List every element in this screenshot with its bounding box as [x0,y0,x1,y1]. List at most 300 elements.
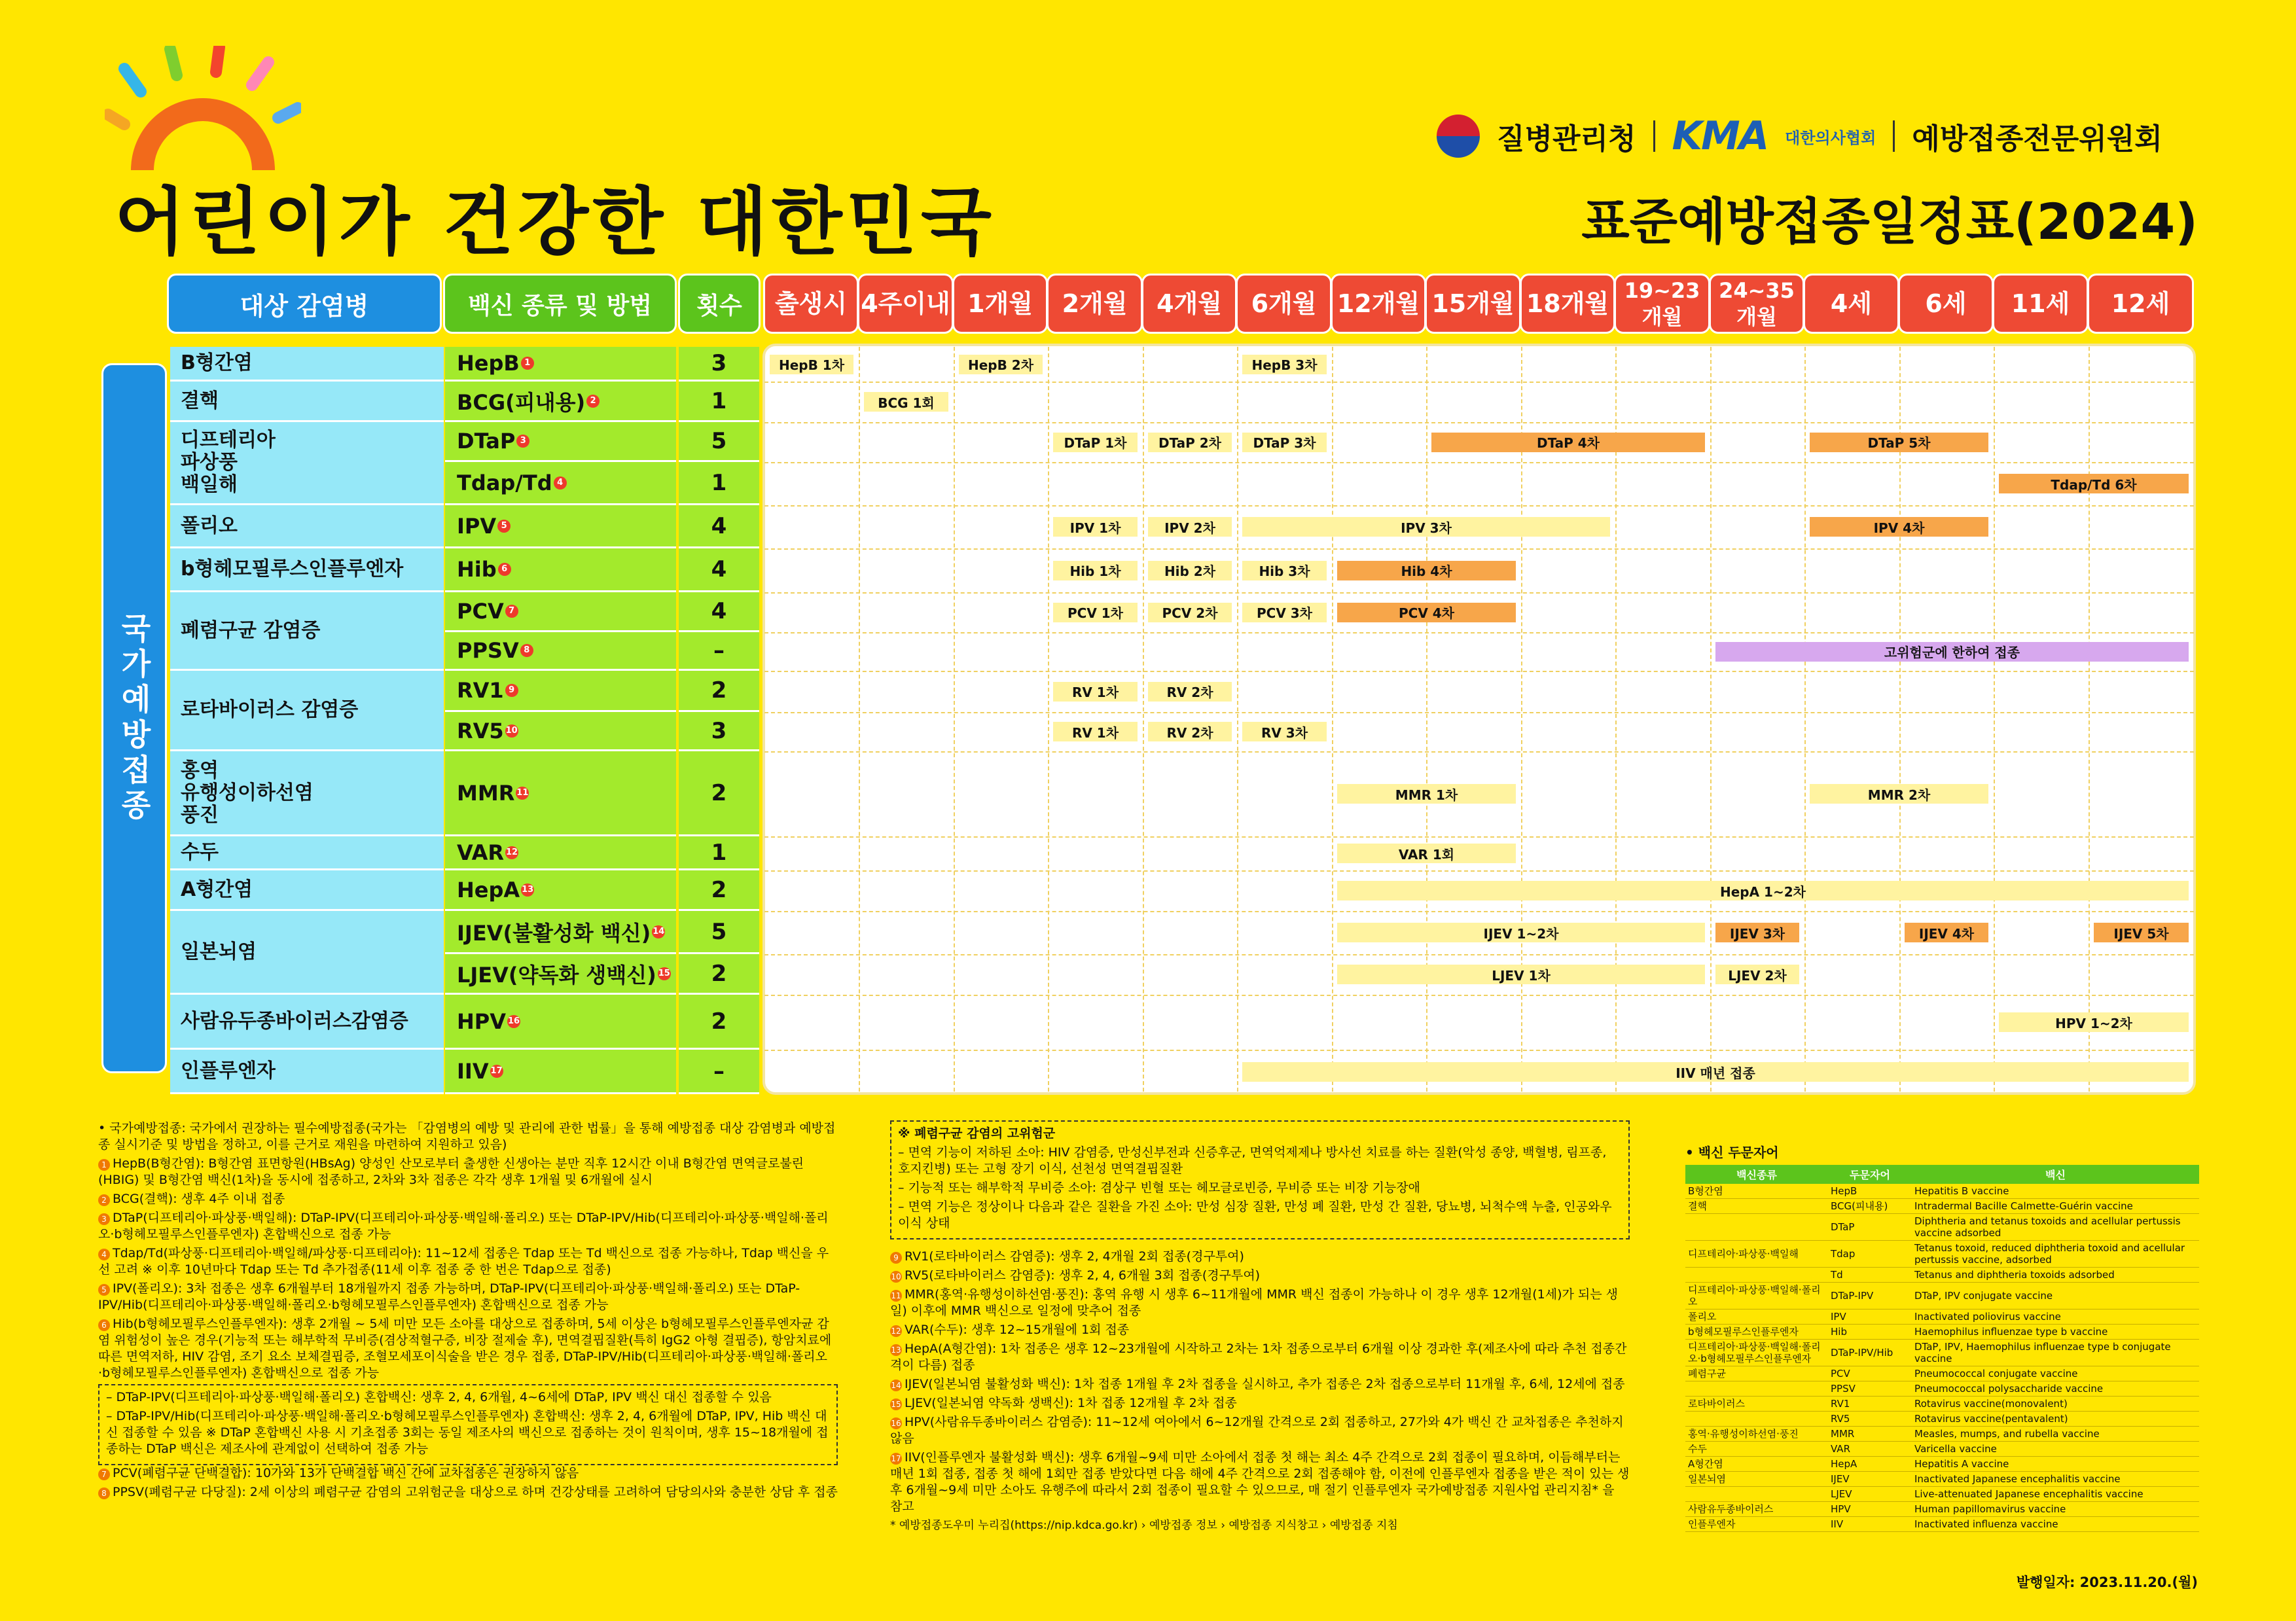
dose-count: 2 [679,751,759,836]
header-age: 12세 [2087,274,2194,334]
footnote-text: IJEV(일본뇌염 불활성화 백신): 1차 접종 1개월 후 2차 접종을 실시하고, 추가 접종은 2차 접종으로부터 11개월 후, 6세, 12세에 접종 [905,1377,1625,1391]
schedule-bar: RV 1차 [1053,722,1138,741]
header-age: 4개월 [1141,274,1237,334]
abbr-cell: Varicella vaccine [1912,1442,2199,1457]
footnote-ref-icon: 6 [498,563,511,576]
abbr-row [1685,1283,2199,1309]
schedule-bar: PCV 1차 [1053,603,1138,622]
vaccine-name: IJEV(불활성화 백신) [457,920,651,946]
abbr-cell: A형간염 [1685,1457,1828,1472]
abbr-row [1685,1442,2199,1457]
schedule-bar: HepB 1차 [770,355,853,374]
abbr-cell: LJEV [1828,1487,1912,1502]
footnote [890,1287,1630,1319]
vaccine-name: Tdap/Td [457,470,552,495]
header-age: 12개월 [1331,274,1426,334]
footnote-ref-icon: 3 [516,435,529,448]
vaccine-name: IIV [457,1058,489,1084]
dose-count: 1 [679,836,759,870]
footnote [98,1281,838,1313]
footnote-ref-icon: 12 [505,846,518,859]
side-label: 국가예방접종 [117,612,152,825]
abbr-cell: Pneumococcal conjugate vaccine [1912,1366,2199,1381]
pneumococcal-risk-box [890,1120,1630,1239]
footnote-ref-icon: 17 [490,1065,503,1078]
logo-bar [1437,110,2162,162]
footnote-text: BCG(결핵): 생후 4주 이내 접종 [113,1192,285,1206]
abbr-cell: Hepatitis B vaccine [1912,1184,2199,1199]
abbr-cell: 디프테리아·파상풍·백일해·폴리오 [1685,1283,1828,1309]
footnote: – 면역 기능이 저하된 소아: HIV 감염증, 만성신부전과 신증후군, 면역억제제나 방사선 치료를 하는 질환(악성 종양, 백혈병, 림프종, 호지킨병) 또는 고형 장기 이식, 선천성 면역결핍질환 [898,1145,1607,1176]
footnote-text: MMR(홍역·유행성이하선염·풍진): 홍역 유행 시 생후 6~11개월에 MMR 백신 접종이 가능하나 이 경우 생후 12개월(1세)가 되는 생일) 이후에 MMR 백신으로 일정에 맞추어 접종 [890,1287,1619,1318]
abbr-row [1685,1366,2199,1381]
abbr-cell [1685,1487,1828,1502]
kdca-logo-text: 질병관리청 [1497,122,1636,156]
grid-row-line [764,671,2194,672]
footnote-ref-icon: 9 [505,684,518,697]
vaccine-cell [445,954,676,995]
header-age: 출생시 [763,274,859,334]
schedule-bar: HepA 1~2차 [1337,881,2189,900]
abbr-cell: HepB [1828,1184,1912,1199]
footnote-text: VAR(수두): 생후 12~15개월에 1회 접종 [905,1323,1130,1337]
footnote-ref-icon: 14 [652,925,665,938]
abbr-cell: DTaP-IPV [1828,1283,1912,1309]
footnote-number-icon: 14 [891,1381,901,1390]
header-age: 2개월 [1047,274,1143,334]
abbr-row [1685,1412,2199,1427]
abbr-cell: Haemophilus influenzae type b vaccine [1912,1325,2199,1340]
vaccine-name: RV5 [457,718,504,743]
disease-cell: 사람유두종바이러스감염증 [170,995,444,1050]
abbr-cell: 일본뇌염 [1685,1472,1828,1487]
disease-cell: b형헤모필루스인플루엔자 [170,548,444,592]
abbr-row [1685,1427,2199,1442]
abbr-cell: Pneumococcal polysaccharide vaccine [1912,1381,2199,1397]
disease-cell: 폐렴구균 감염증 [170,592,444,671]
grid-row-line [764,382,2194,383]
dose-count: 4 [679,505,759,548]
schedule-bar: PCV 4차 [1337,603,1516,622]
footnote-text: DTaP(디프테리아·파상풍·백일해): DTaP-IPV(디프테리아·파상풍·백일해·폴리오) 또는 DTaP-IPV/Hib(디프테리아·파상풍·백일해·폴리오·b형헤모필루스인플루엔자) 혼합백신으로 접종 가능 [98,1211,829,1241]
dose-count: 3 [679,712,759,751]
schedule-bar: RV 3차 [1242,722,1327,741]
footnote-number-icon: 2 [98,1194,110,1206]
footnote-ref-icon: 8 [520,644,533,657]
abbr-cell: Tetanus and diphtheria toxoids adsorbed [1912,1268,2199,1283]
abbr-cell: RV5 [1828,1412,1912,1427]
header-age: 24~35 개월 [1709,274,1804,334]
abbr-cell: 디프테리아·파상풍·백일해·폴리오·b형헤모필루스인플루엔자 [1685,1340,1828,1366]
footnote [890,1414,1630,1447]
grid-row-line [764,632,2194,633]
disease-cell: 수두 [170,836,444,870]
grid-column-line [1804,347,1806,1092]
dose-count: 4 [679,548,759,592]
header-disease: 대상 감염병 [167,274,442,334]
schedule-bar: VAR 1회 [1337,844,1516,863]
abbr-cell [1685,1381,1828,1397]
vaccine-name: HPV [457,1008,506,1034]
schedule-bar: Hib 4차 [1337,561,1516,580]
footnote [98,1210,838,1243]
footnote-number-icon: 10 [891,1272,901,1281]
vaccine-name: BCG(피내용) [457,389,586,415]
schedule-bar: MMR 2차 [1810,784,1988,804]
schedule-bar: DTaP 1차 [1053,433,1138,452]
sun-logo-icon [105,46,301,170]
disease-cell: 홍역 유행성이하선염 풍진 [170,751,444,836]
footnote-text: PPSV(폐렴구균 다당질): 2세 이상의 폐렴구균 감염의 고위험군을 대상으로 하며 건강상태를 고려하여 담당의사와 충분한 상담 후 접종 [113,1485,838,1499]
abbr-cell: PCV [1828,1366,1912,1381]
abbr-cell: Tetanus toxoid, reduced diphtheria toxoid and acellular pertussis vaccine, adsorbed [1912,1241,2199,1268]
abbr-row [1685,1241,2199,1268]
abbr-cell [1685,1268,1828,1283]
abbr-col-header: 두문자어 [1828,1165,1912,1184]
abbr-cell: DTaP, IPV, Haemophilus influenzae type b conjugate vaccine [1912,1340,2199,1366]
footnote-number-icon: 4 [98,1249,110,1260]
dose-count: 2 [679,954,759,995]
footnote-ref-icon: 13 [521,883,534,897]
abbr-row [1685,1457,2199,1472]
schedule-bar: IPV 2차 [1148,517,1232,537]
abbr-cell: Inactivated poliovirus vaccine [1912,1309,2199,1325]
main-title: 어린이가 건강한 대한민국 [115,180,996,265]
schedule-bar: RV 2차 [1148,682,1232,702]
abbr-cell: 인플루엔자 [1685,1517,1828,1532]
disease-cell: 인플루엔자 [170,1050,444,1094]
abbr-cell: BCG(피내용) [1828,1199,1912,1214]
schedule-bar: DTaP 5차 [1810,433,1988,452]
vaccine-name: HepA [457,877,520,902]
abbr-cell: Rotavirus vaccine(monovalent) [1912,1397,2199,1412]
grid-row-line [764,592,2194,594]
abbr-row [1685,1487,2199,1502]
schedule-bar: HPV 1~2차 [1999,1012,2189,1032]
schedule-bar: Tdap/Td 6차 [1999,474,2189,493]
schedule-bar: MMR 1차 [1337,784,1516,804]
committee-logo-text: 예방접종전문위원회 [1912,122,2162,156]
abbr-row [1685,1502,2199,1517]
dose-count: – [679,1050,759,1094]
grid-row-line [764,870,2194,872]
footnote [890,1268,1630,1284]
kdca-emblem-icon [1437,115,1480,158]
footnote: – DTaP-IPV(디프테리아·파상풍·백일해·폴리오) 혼합백신: 생후 2, 4, 6개월, 4~6세에 DTaP, IPV 백신 대신 접종할 수 있음 [106,1390,772,1404]
vaccine-name: PPSV [457,638,519,663]
abbr-row [1685,1397,2199,1412]
grid-row-line [764,836,2194,838]
footnote [890,1376,1630,1393]
dose-count: 2 [679,870,759,911]
footnote: • 국가예방접종: 국가에서 권장하는 필수예방접종(국가는 「감염병의 예방 및 관리에 관한 법률」을 통해 예방접종 대상 감염병과 예방접종 실시기준 및 방법을 정하고, 이를 근거로 재원을 마련하여 지원하고 있음) [98,1121,836,1152]
footnote: ※ 폐렴구균 감염의 고위험군 [898,1126,1056,1141]
disease-cell: 결핵 [170,382,444,422]
schedule-bar: IJEV 1~2차 [1337,923,1705,942]
schedule-bar: Hib 3차 [1242,561,1327,580]
schedule-bar: IPV 3차 [1242,517,1610,537]
abbr-cell: RV1 [1828,1397,1912,1412]
abbr-col-header: 백신 [1912,1165,2199,1184]
grid-row-line [764,462,2194,463]
vaccine-cell [445,870,676,911]
schedule-bar: Hib 1차 [1053,561,1138,580]
footnote-text: Hib(b형헤모필루스인플루엔자): 생후 2개월 ~ 5세 미만 모든 소아를 대상으로 접종하며, 5세 이상은 b형헤모필루스인플루엔자균 감염 위험성이 높은 경우(기능적 또는 해부학적 무비증(겸상적혈구증, 비장 절제술 후), 면역결핍질환(특히 IgG2 아형 결핍증), 항암치료에 따른 면역저하, HIV 감염, 조기 요소 보체결핍증, 조혈모세포이식술을 받은 경우 접종, DTaP-IPV/Hib(디프테리아·파상풍·백일해·폴리오·b형헤모필루스인플루엔자) 혼합백신으로 접종 가능 [98,1317,832,1380]
footnote: * 예방접종도우미 누리집(https://nip.kdca.go.kr) › 예방접종 정보 › 예방접종 지식창고 › 예방접종 지침 [890,1519,1398,1532]
footnotes-left [98,1120,838,1503]
footnote-text: LJEV(일본뇌염 약독화 생백신): 1차 접종 12개월 후 2차 접종 [905,1396,1237,1410]
footnote-ref-icon: 10 [505,724,518,738]
footnote-number-icon: 11 [891,1291,901,1300]
abbr-cell: Tdap [1828,1241,1912,1268]
abbr-row [1685,1199,2199,1214]
footnote: – DTaP-IPV/Hib(디프테리아·파상풍·백일해·폴리오·b형헤모필루스인플루엔자) 혼합백신: 생후 2, 4, 6개월에 DTaP, IPV, Hib 백신 대신 접종할 수 있음 ※ DTaP 혼합백신 사용 시 기초접종 3회는 동일 제조사의 백신으로 접종하는 것이 원칙이며, 생후 15~18개월에 접종하는 DTaP 백신은 제조사에 관계없이 선택하여 접종 가능 [106,1409,829,1456]
footnote-number-icon: 9 [890,1252,902,1264]
issue-date: 발행일자: 2023.11.20.(월) [2016,1575,2198,1590]
footnote-text: RV1(로타바이러스 감염증): 생후 2, 4개월 2회 접종(경구투여) [905,1249,1244,1264]
footnote-ref-icon: 5 [497,520,511,533]
footnote-number-icon: 12 [891,1327,901,1336]
header-age: 11세 [1992,274,2089,334]
grid-row-line [764,548,2194,550]
abbr-title: • 백신 두문자어 [1685,1145,1779,1160]
grid-row-line [764,712,2194,713]
vaccine-cell [445,911,676,954]
logo-divider [1893,120,1895,152]
abbr-row [1685,1517,2199,1532]
vaccine-cell [445,548,676,592]
header-age: 4주이내 [857,274,954,334]
footnote-text: PCV(폐렴구균 단백결합): 10가와 13가 단백결합 백신 간에 교차접종은 권장하지 않음 [113,1466,579,1480]
logo-divider [1653,120,1655,152]
disease-cell: B형간염 [170,347,444,382]
vaccine-name: VAR [457,840,504,865]
abbr-cell [1685,1412,1828,1427]
footnote [98,1484,838,1501]
vaccine-abbreviation-table [1685,1142,2199,1532]
footnote [890,1322,1630,1338]
footnote-number-icon: 6 [98,1319,110,1331]
abbr-cell: 사람유두종바이러스 [1685,1502,1828,1517]
grid-row-line [764,751,2194,753]
abbr-cell: Td [1828,1268,1912,1283]
footnote-ref-icon: 11 [516,787,529,800]
disease-cell: 로타바이러스 감염증 [170,671,444,751]
vaccine-name: HepB [457,351,520,376]
vaccine-cell [445,382,676,422]
footnote-text: RV5(로타바이러스 감염증): 생후 2, 4, 6개월 3회 접종(경구투여) [905,1268,1261,1283]
grid-row-line [764,954,2194,955]
schedule-bar: IJEV 4차 [1905,923,1988,942]
abbr-cell: 디프테리아·파상풍·백일해 [1685,1241,1828,1268]
kma-logo-sub: 대한의사협회 [1785,128,1876,147]
footnote-text: IIV(인플루엔자 불활성화 백신): 생후 6개월~9세 미만 소아에서 접종 첫 해는 최소 4주 간격으로 2회 접종이 필요하며, 이듬해부터는 매년 1회 접종, 접종 첫 해에 1회만 접종 받았다면 다음 해에 4주 간격으로 2회 접종해야 함, 이전에 인플루엔자 접종을 받은 적이 있는 생후 6개월~9세 미만 소아도 유행주에 따라서 2회 접종이 필요할 수 있으므로, 매 절기 인플루엔자 국가예방접종 지원사업 관리지침* 을 참고 [890,1450,1630,1514]
footnote [890,1249,1630,1265]
footnote [890,1395,1630,1412]
abbr-cell: 수두 [1685,1442,1828,1457]
footnote-text: IPV(폴리오): 3차 접종은 생후 6개월부터 18개월까지 접종 가능하며, DTaP-IPV(디프테리아·파상풍·백일해·폴리오) 또는 DTaP-IPV/Hib(디프테리아·파상풍·백일해·폴리오·b형헤모필루스인플루엔자) 혼합백신으로 접종 가능 [98,1281,800,1312]
footnote-text: HepB(B형간염): B형간염 표면항원(HBsAg) 양성인 산모로부터 출생한 신생아는 분만 직후 12시간 이내 B형간염 면역글로불린(HBIG) 및 B형간염 백신(1차)을 동시에 접종하고, 2차와 3차 접종은 각각 생후 1개월 및 6개월에 실시 [98,1156,804,1187]
abbr-col-header: 백신종류 [1685,1165,1828,1184]
grid-column-line [1994,347,1995,1092]
footnote-ref-icon: 7 [505,605,518,618]
abbr-cell: 로타바이러스 [1685,1397,1828,1412]
abbr-cell: b형헤모필루스인플루엔자 [1685,1325,1828,1340]
header-age: 15개월 [1425,274,1521,334]
schedule-bar: LJEV 1차 [1337,965,1705,984]
schedule-bar: HepB 3차 [1242,355,1327,374]
footnotes-middle [890,1120,1630,1537]
abbr-cell: Rotavirus vaccine(pentavalent) [1912,1412,2199,1427]
kma-logo: KMA [1672,113,1768,159]
dose-count: 4 [679,592,759,632]
vaccine-name: DTaP [457,429,516,454]
footnote-number-icon: 16 [891,1419,901,1428]
header-age: 18개월 [1520,274,1615,334]
grid-column-line [1710,347,1712,1092]
footnote: – 기능적 또는 해부학적 무비증 소아: 겸상구 빈혈 또는 헤모글로빈증, 무비증 또는 비장 기능장애 [898,1181,1420,1195]
abbr-cell: Inactivated Japanese encephalitis vaccine [1912,1472,2199,1487]
vaccine-cell [445,712,676,751]
grid-column-line [1143,347,1144,1092]
schedule-title: 표준예방접종일정표(2024) [1581,192,2198,251]
abbr-cell: VAR [1828,1442,1912,1457]
vaccine-cell [445,347,676,382]
schedule-bar: PCV 2차 [1148,603,1232,622]
combo-vaccine-note [98,1384,838,1465]
schedule-bar: PCV 3차 [1242,603,1327,622]
schedule-bar: BCG 1회 [864,392,948,412]
footnote [98,1465,838,1482]
vaccine-cell [445,505,676,548]
footnote-number-icon: 3 [98,1213,110,1225]
disease-cell: 디프테리아 파상풍 백일해 [170,422,444,505]
schedule-bar: IIV 매년 접종 [1242,1062,2189,1082]
abbr-cell: Hib [1828,1325,1912,1340]
abbr-cell: DTaP [1828,1214,1912,1241]
abbr-cell: Human papillomavirus vaccine [1912,1502,2199,1517]
vaccine-cell [445,995,676,1050]
footnote-ref-icon: 1 [521,357,534,370]
abbr-cell: 폴리오 [1685,1309,1828,1325]
schedule-bar: Hib 2차 [1148,561,1232,580]
footnote-ref-icon: 4 [554,476,567,490]
footnote: – 면역 기능은 정상이나 다음과 같은 질환을 가진 소아: 만성 심장 질환, 만성 폐 질환, 만성 간 질환, 당뇨병, 뇌척수액 누출, 인공와우 이식 상태 [898,1200,1612,1230]
dose-count: 3 [679,347,759,382]
abbr-row [1685,1325,2199,1340]
vaccine-cell [445,836,676,870]
header-age: 6개월 [1236,274,1332,334]
grid-row-line [764,1050,2194,1051]
header-vaccine: 백신 종류 및 방법 [443,274,677,334]
grid-column-line [1899,347,1901,1092]
grid-row-line [764,995,2194,996]
header-age: 4세 [1803,274,1899,334]
footnote [98,1191,838,1207]
vaccine-name: Hib [457,557,497,582]
abbr-row [1685,1381,2199,1397]
vaccine-name: PCV [457,599,504,624]
schedule-bar: HepB 2차 [959,355,1043,374]
footnote-number-icon: 8 [98,1487,110,1499]
abbr-cell: 결핵 [1685,1199,1828,1214]
schedule-bar: IJEV 3차 [1715,923,1799,942]
header-age: 19~23 개월 [1614,274,1710,334]
abbr-cell: Intradermal Bacille Calmette-Guérin vaccine [1912,1199,2199,1214]
abbr-cell: Diphtheria and tetanus toxoids and acellular pertussis vaccine adsorbed [1912,1214,2199,1241]
abbr-cell: IIV [1828,1517,1912,1532]
dose-count: 1 [679,462,759,505]
dose-count: 5 [679,422,759,462]
abbr-cell: Measles, mumps, and rubella vaccine [1912,1427,2199,1442]
disease-cell: 폴리오 [170,505,444,548]
abbr-cell: Inactivated influenza vaccine [1912,1517,2199,1532]
footnote [98,1316,838,1381]
abbr-cell: DTaP-IPV/Hib [1828,1340,1912,1366]
schedule-bar: IPV 1차 [1053,517,1138,537]
grid-column-line [859,347,860,1092]
vaccine-cell [445,1050,676,1094]
footnote [890,1450,1630,1515]
vaccine-name: MMR [457,780,515,806]
footnote-number-icon: 5 [98,1284,110,1296]
schedule-bar: DTaP 2차 [1148,433,1232,452]
abbr-row [1685,1340,2199,1366]
abbr-row [1685,1184,2199,1199]
abbr-row [1685,1214,2199,1241]
footnote-text: HPV(사람유두종바이러스 감염증): 11~12세 여아에서 6~12개월 간격으로 2회 접종하고, 27가와 4가 백신 간 교차접종은 추천하지 않음 [890,1415,1624,1446]
vaccine-cell [445,632,676,671]
vaccine-cell [445,671,676,712]
footnote-number-icon: 7 [98,1469,110,1480]
dose-count: 1 [679,382,759,422]
grid-column-line [1332,347,1333,1092]
schedule-bar: IJEV 5차 [2094,923,2189,942]
abbr-row [1685,1268,2199,1283]
footnote [98,1156,838,1188]
schedule-bar: RV 2차 [1148,722,1232,741]
dose-count: 5 [679,911,759,954]
vaccine-cell [445,422,676,462]
abbr-cell: 폐렴구균 [1685,1366,1828,1381]
schedule-bar: RV 1차 [1053,682,1138,702]
header-count: 횟수 [678,274,761,334]
dose-count: – [679,632,759,671]
schedule-bar: DTaP 4차 [1431,433,1705,452]
footnote-number-icon: 1 [98,1159,110,1171]
abbr-cell [1685,1214,1828,1241]
grid-column-line [1048,347,1049,1092]
national-immunization-band [101,363,167,1073]
abbr-cell: IPV [1828,1309,1912,1325]
footnote-number-icon: 17 [891,1454,901,1463]
schedule-bar: IPV 4차 [1810,517,1988,537]
schedule-bar: LJEV 2차 [1715,965,1799,984]
vaccine-cell [445,592,676,632]
grid-column-line [1237,347,1238,1092]
abbr-cell: B형간염 [1685,1184,1828,1199]
abbr-cell: HepA [1828,1457,1912,1472]
vaccine-name: RV1 [457,678,504,703]
vaccine-name: LJEV(약독화 생백신) [457,962,656,988]
abbr-table [1685,1165,2199,1532]
header-age: 1개월 [952,274,1048,334]
vaccine-cell [445,462,676,505]
schedule-bar: 고위험군에 한하여 접종 [1715,642,2189,662]
abbr-cell: Hepatitis A vaccine [1912,1457,2199,1472]
abbr-cell: DTaP, IPV conjugate vaccine [1912,1283,2199,1309]
footnote-number-icon: 15 [891,1400,901,1409]
